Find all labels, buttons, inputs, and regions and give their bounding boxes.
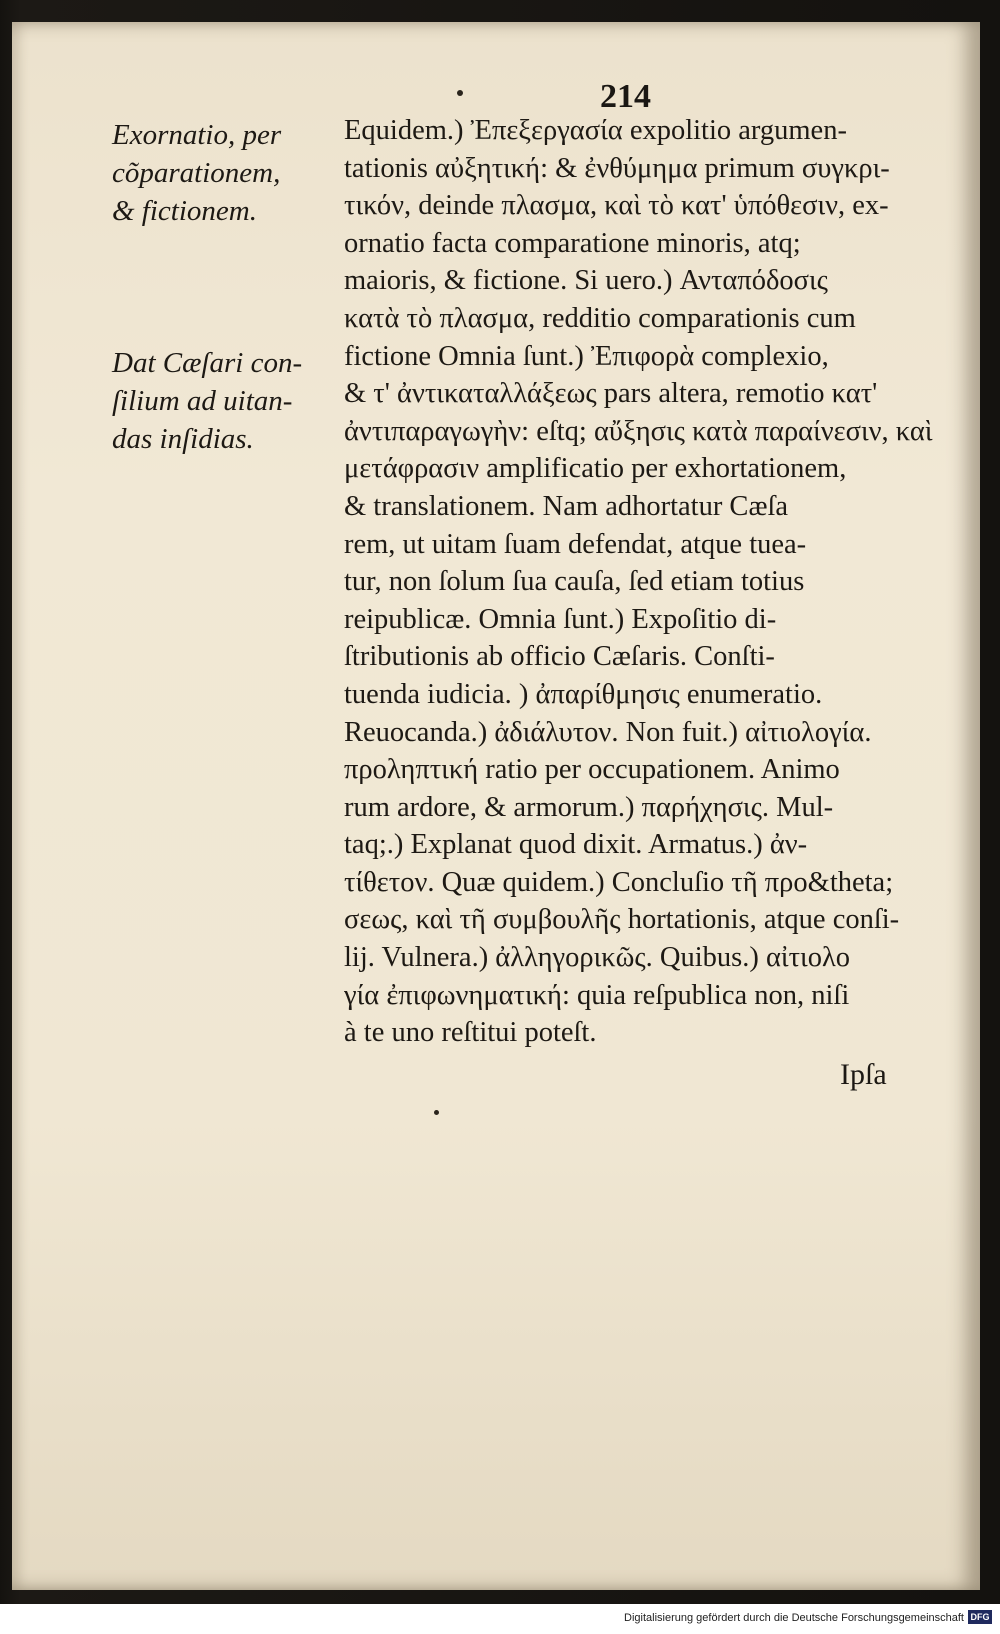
page-number: 214 bbox=[600, 78, 651, 115]
text-line: & τ' ἀντικαταλλάξεως pars altera, remotio κατ' bbox=[344, 378, 878, 410]
margin-note-line: Exornatio, per bbox=[112, 119, 282, 151]
margin-note-line: & fictionem. bbox=[112, 195, 257, 227]
text-line: rem, ut uitam ſuam defendat, atque tuea- bbox=[344, 528, 807, 560]
text-line: taq;.) Explanat quod dixit. Armatus.) ἀν- bbox=[344, 829, 808, 861]
text-line: rum ardore, & armorum.) παρήχησις. Mul- bbox=[344, 791, 834, 823]
text-line: κατὰ τὸ πλασμα, redditio comparationis cum bbox=[344, 302, 856, 334]
text-line: tationis αὐξητική: & ἐνθύμημα primum συγκρι- bbox=[344, 152, 890, 184]
body-text bbox=[344, 112, 949, 1052]
margin-note-line: ſilium ad uitan- bbox=[112, 385, 293, 417]
margin-note-line: das inſidias. bbox=[112, 423, 254, 455]
margin-note-consilium bbox=[112, 344, 342, 458]
text-line: à te uno reſtitui poteſt. bbox=[344, 1017, 597, 1049]
text-line: ἀντιπαραγωγὴν: eſtq; αὔξησις κατὰ παραίνεσιν, καὶ bbox=[344, 415, 933, 447]
text-line: tur, non ſolum ſua cauſa, ſed etiam totius bbox=[344, 566, 805, 598]
text-line: ornatio facta comparatione minoris, atq; bbox=[344, 227, 801, 259]
text-line: fictione Omnia ſunt.) Ἐπιφορὰ complexio, bbox=[344, 340, 829, 372]
text-line: προληπτική ratio per occupationem. Animo bbox=[344, 754, 840, 786]
text-line: σεως, καὶ τῆ συμβουλῆς hortationis, atque conſi- bbox=[344, 904, 900, 936]
ink-dot bbox=[457, 90, 463, 96]
margin-note-exornatio bbox=[112, 116, 342, 230]
text-line: reipublicæ. Omnia ſunt.) Expoſitio di- bbox=[344, 603, 777, 635]
text-line: τίθετον. Quæ quidem.) Concluſio τῆ προ&theta; bbox=[344, 866, 894, 898]
text-line: Reuocanda.) ἀδιάλυτον. Non fuit.) αἰτιολογία. bbox=[344, 716, 872, 748]
text-line: Equidem.) Ἐπεξεργασία expolitio argumen- bbox=[344, 115, 847, 146]
text-line: γία ἐπιφωνηματική: quia reſpublica non, niſi bbox=[344, 979, 850, 1011]
ink-dot bbox=[434, 1110, 439, 1115]
text-line: ſtributionis ab officio Cæſaris. Conſti- bbox=[344, 641, 775, 673]
margin-note-line: cõparationem, bbox=[112, 157, 281, 189]
text-line: tuenda iudicia. ) ἀπαρίθμησις enumeratio. bbox=[344, 678, 823, 710]
text-line: τικόν, deinde πλασμα, καὶ τὸ κατ' ὑπόθεσιν, ex- bbox=[344, 190, 889, 222]
text-line: & translationem. Nam adhortatur Cæſa bbox=[344, 490, 789, 522]
text-line: maioris, & fictione. Si uero.) Ανταπόδοσις bbox=[344, 265, 828, 297]
footer-credit: Digitalisierung gefördert durch die Deutsche Forschungsgemeinschaft bbox=[624, 1612, 964, 1624]
text-line: μετάφρασιν amplificatio per exhortationem, bbox=[344, 453, 847, 485]
text-line: lij. Vulnera.) ἀλληγορικῶς. Quibus.) αἰτιολο bbox=[344, 942, 851, 974]
catchword: Ipſa bbox=[840, 1058, 887, 1091]
margin-note-line: Dat Cæſari con- bbox=[112, 347, 303, 379]
dfg-logo-icon: DFG bbox=[968, 1610, 992, 1624]
